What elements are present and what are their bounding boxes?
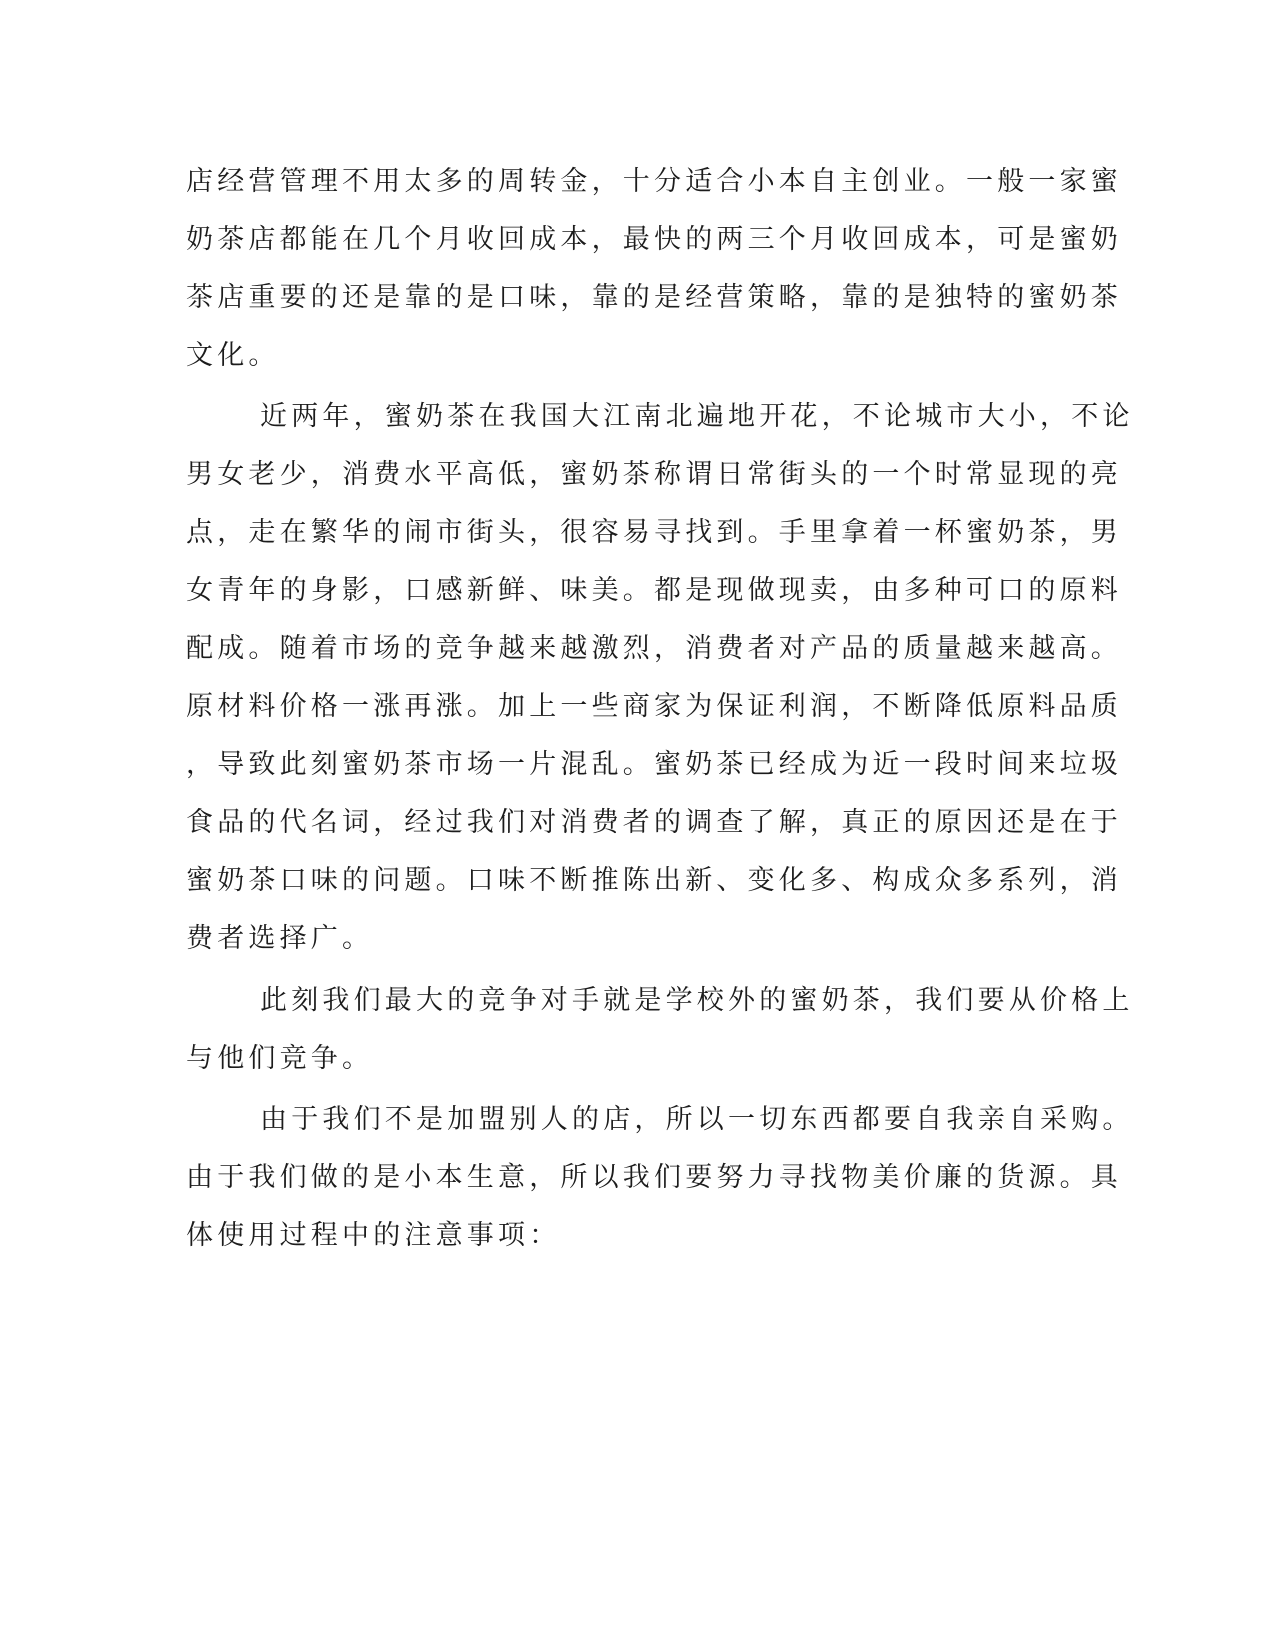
paragraph-first-line: 近两年，蜜奶茶在我国大江南北遍地开花，不论城市大小，不论 [260, 401, 1134, 432]
text-line: 茶店重要的还是靠的是口味，靠的是经营策略，靠的是独特的蜜奶茶 [186, 282, 1122, 313]
text-line: 蜜奶茶口味的问题。口味不断推陈出新、变化多、构成众多系列，消 [186, 865, 1122, 896]
text-line: 由于我们做的是小本生意，所以我们要努力寻找物美价廉的货源。具 [186, 1162, 1122, 1193]
paragraph-first-line: 此刻我们最大的竞争对手就是学校外的蜜奶茶，我们要从价格上 [260, 985, 1134, 1016]
text-line: ，导致此刻蜜奶茶市场一片混乱。蜜奶茶已经成为近一段时间来垃圾 [186, 749, 1122, 780]
text-line: 奶茶店都能在几个月收回成本，最快的两三个月收回成本，可是蜜奶 [186, 224, 1122, 255]
text-line: 店经营管理不用太多的周转金，十分适合小本自主创业。一般一家蜜 [186, 166, 1122, 197]
paragraph-first-line: 由于我们不是加盟别人的店，所以一切东西都要自我亲自采购。 [260, 1104, 1134, 1135]
text-line: 文化。 [186, 340, 280, 371]
text-line: 体使用过程中的注意事项： [186, 1220, 561, 1251]
text-line: 点，走在繁华的闹市街头，很容易寻找到。手里拿着一杯蜜奶茶，男 [186, 517, 1122, 548]
text-line: 配成。随着市场的竞争越来越激烈，消费者对产品的质量越来越高。 [186, 633, 1122, 664]
text-line: 女青年的身影，口感新鲜、味美。都是现做现卖，由多种可口的原料 [186, 575, 1122, 606]
text-line: 男女老少，消费水平高低，蜜奶茶称谓日常街头的一个时常显现的亮 [186, 459, 1122, 490]
text-line: 与他们竞争。 [186, 1043, 374, 1074]
text-line: 费者选择广。 [186, 923, 374, 954]
text-line: 食品的代名词，经过我们对消费者的调查了解，真正的原因还是在于 [186, 807, 1122, 838]
text-line: 原材料价格一涨再涨。加上一些商家为保证利润，不断降低原料品质 [186, 691, 1122, 722]
